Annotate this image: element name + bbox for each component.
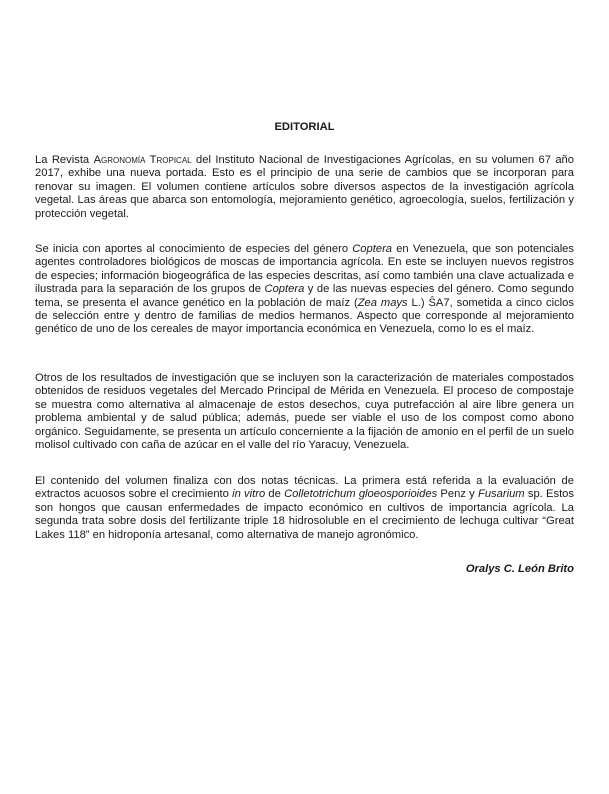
text-run: Penz y — [437, 488, 478, 501]
page-title: EDITORIAL — [274, 121, 335, 133]
species-name: Colletotrichum gloeosporioides — [284, 488, 438, 501]
text-run: Otros de los resultados de investigación que se incluyen son la caracterización de materiales compostados obtenidos de residuos vegetales del Mercado Principal de Mérida en Venezuela. El proceso de compostaje se muestra como alternativa al almacenaje de estos desechos, cuya putrefacción al aire libre genera un problema ambiental y de salud pública; además, puede ser viable el uso de los compost como abono orgánico. Seguidamente, se presenta un artículo concerniente a la fijación de amonio en el perfil de un suelo molisol cultivado con caña de azúcar en el valle del río Yaracuy, Venezuela. — [35, 372, 574, 452]
species-name: Zea mays — [357, 296, 408, 309]
text-run: El contenido del volumen finaliza con dos notas técnicas. La primera está referida a la evaluación de extractos acuosos sobre el crecimiento — [35, 475, 574, 501]
text-run: sp. Estos son hongos que causan enfermedades de impacto económico en cultivos de importancia agrícola. La segunda trata sobre dosis del fertilizante triple 18 hidrosoluble en el crecimiento de lechuga cultivar “Great Lakes 118” en hidroponía artesanal, como alternativa de manejo agronómico. — [35, 488, 574, 541]
text-run: y de las nuevas especies del género. Como segundo tema, se presenta el avance genético en la población de maíz ( — [35, 283, 574, 309]
text-run: del Instituto Nacional de Investigaciones Agrícolas, en su volumen 67 año 2017, exhibe una nueva portada. Esto es el principio de una serie de cambios que se incorporan para renovar su imagen. El volumen contiene artículos sobre diversos aspectos de la investigación agrícola vegetal. Las áreas que abarca son entomología, mejoramiento genético, agroecología, suelos, fertilización y protección vegetal. — [35, 154, 574, 220]
genus-name: Coptera — [264, 283, 305, 296]
text-run: Se inicia con aportes al conocimiento de especies del género — [35, 243, 353, 255]
author-signature: Oralys C. León Brito — [465, 563, 574, 575]
paragraph-intro — [35, 154, 574, 221]
text-run: en Venezuela, que son potenciales agentes controladores biológicos de moscas de importancia agrícola. En este se incluyen nuevos registros de especies; información biogeográfica de las especies descritas, así como también una clave actualizada e ilustrada para la separación de los grupos de — [35, 243, 574, 296]
latin-term: in vitro — [232, 488, 266, 501]
text-run: de — [265, 488, 285, 501]
genus-name: Coptera — [352, 243, 393, 255]
paragraph-compost — [35, 372, 574, 452]
text-run: L.) ŜA7, sometida a cinco ciclos de selección entre y dentro de familias de medios hermanos. Aspecto que corresponde al mejoramiento genético de uno de los cereales de mayor importancia económica en Venezuela, como lo es el maíz. — [35, 296, 574, 336]
paragraph-coptera — [35, 243, 574, 337]
paragraph-technical-notes — [35, 475, 574, 542]
journal-name: Agronomía Tropical — [93, 154, 192, 166]
text-run: La Revista — [35, 154, 94, 166]
species-name: Fusarium — [478, 488, 525, 501]
